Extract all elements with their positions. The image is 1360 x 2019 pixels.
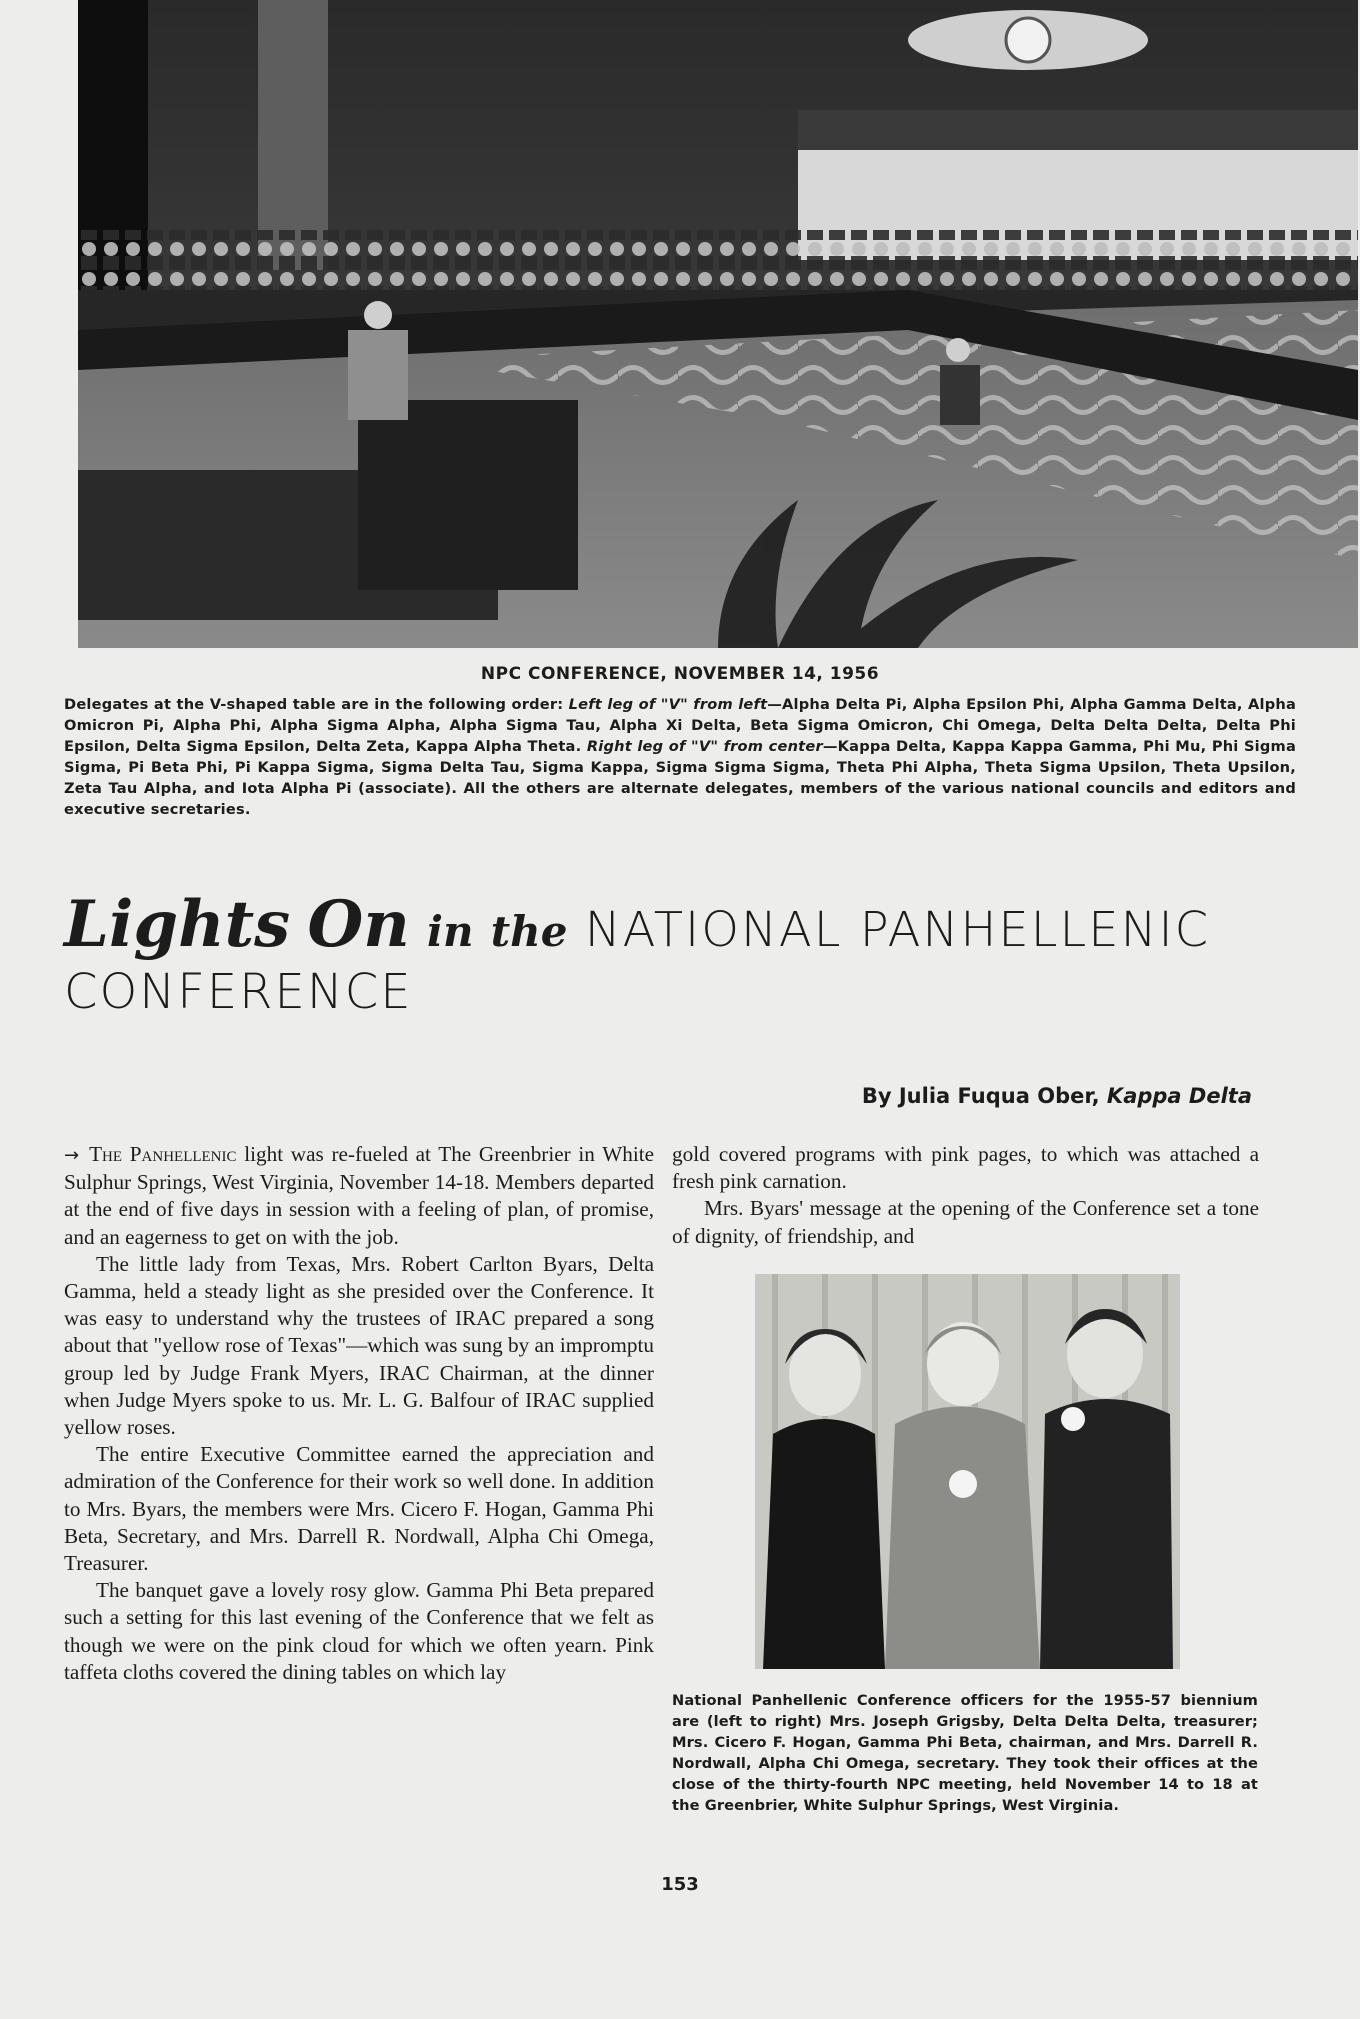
article-paragraph-3: The entire Executive Committee earned the appreciation and admiration of the Conference for their work so well done. In addition to Mrs. Byars, the members were Mrs. Cicero F. Hogan, Gamma Phi Beta, Secretary, and Mrs. Darrell R. Nordwall, Alpha Chi Omega, Treasurer. [64, 1442, 654, 1576]
photo-caption-body [64, 694, 1296, 820]
article-paragraph-5: gold covered programs with pink pages, to which was attached a fresh pink carnation. [672, 1142, 1259, 1194]
article-paragraph-1 [64, 1141, 654, 1251]
page-number: 153 [661, 1874, 699, 1895]
arrow-icon: → [64, 1145, 80, 1166]
byline [862, 1084, 1252, 1108]
officers-illustration [755, 1274, 1180, 1669]
article-column-left [64, 1141, 654, 1686]
article-paragraph-4: The banquet gave a lovely rosy glow. Gamma Phi Beta prepared such a setting for this last evening of the Conference that we felt as though we were on the pink cloud for which we often yearn. Pink taffeta cloths covered the dining tables on which lay [64, 1578, 654, 1684]
headline-script-on: On [307, 887, 410, 962]
headline-caps: NATIONAL PANHELLENIC CONFERENCE [64, 902, 1211, 1020]
headline-script-in: in [427, 907, 474, 956]
caption-right-label: Right leg of "V" from center [586, 738, 823, 755]
caption-right-list: —Kappa Delta, Kappa Kappa Gamma, Phi Mu, Phi Sigma Sigma, Pi Beta Phi, Pi Kappa Sigma, Sigma Delta Tau, Sigma Kappa, Sigma Sigma Sigma, Theta Phi Alpha, Theta Sigma Upsilon, Theta Upsilon, Zeta Tau Alpha, and Iota Alpha Pi (associate). All the others are alternate delegates, members of the various national councils and editors and executive secretaries. [64, 738, 1296, 818]
caption-left-label: Left leg of "V" from left [568, 696, 768, 713]
byline-affiliation: Kappa Delta [1106, 1084, 1252, 1108]
article-headline [64, 887, 1304, 1022]
article-lead-in: The Panhellenic [89, 1142, 237, 1166]
article-paragraph-1-text: light was re-fueled at The Greenbrier in White Sulphur Springs, West Virginia, November 14-18. Members departed at the end of five days in session with a feeling of plan, of promise, and an eagerness to get on with the job. [64, 1142, 654, 1249]
byline-author: By Julia Fuqua Ober, [861, 1084, 1107, 1108]
officers-photo-caption: National Panhellenic Conference officers for the 1955-57 biennium are (left to right) Mrs. Joseph Grigsby, Delta Delta Delta, treasurer; Mrs. Cicero F. Hogan, Gamma Phi Beta, chairman, and Mrs. Darrell R. Nordwall, Alpha Chi Omega, secretary. They took their offices at the close of the thirty-fourth NPC meeting, held November 14 to 18 at the Greenbrier, White Sulphur Springs, West Virginia. [672, 1692, 1258, 1814]
article-paragraph-6: Mrs. Byars' message at the opening of the Conference set a tone of dignity, of friendship, and [672, 1196, 1259, 1248]
caption-intro: Delegates at the V-shaped table are in the following order: [64, 696, 569, 713]
caption-left-list: —Alpha Delta Pi, Alpha Epsilon Phi, Alpha Gamma Delta, Alpha Omicron Pi, Alpha Phi, Alpha Sigma Alpha, Alpha Sigma Tau, Alpha Xi Delta, Beta Sigma Omicron, Chi Omega, Delta Delta Delta, Delta Phi Epsilon, Delta Sigma Epsilon, Delta Zeta, Kappa Alpha Theta. [64, 696, 1297, 755]
photo-caption-title: NPC CONFERENCE, NOVEMBER 14, 1956 [480, 664, 880, 684]
officers-photo [755, 1274, 1180, 1669]
conference-hall-photo [78, 0, 1358, 648]
headline-script-lights: Lights [64, 887, 291, 962]
headline-script-the: the [490, 907, 568, 956]
article-column-right [672, 1141, 1259, 1250]
conference-hall-illustration [78, 0, 1358, 648]
article-paragraph-2: The little lady from Texas, Mrs. Robert Carlton Byars, Delta Gamma, held a steady light as she presided over the Conference. It was easy to understand why the trustees of IRAC prepared a song about that "yellow rose of Texas"—which was sung by an impromptu group led by Judge Frank Myers, IRAC Chairman, at the dinner when Judge Myers spoke to us. Mr. L. G. Balfour of IRAC supplied yellow roses. [64, 1251, 654, 1440]
